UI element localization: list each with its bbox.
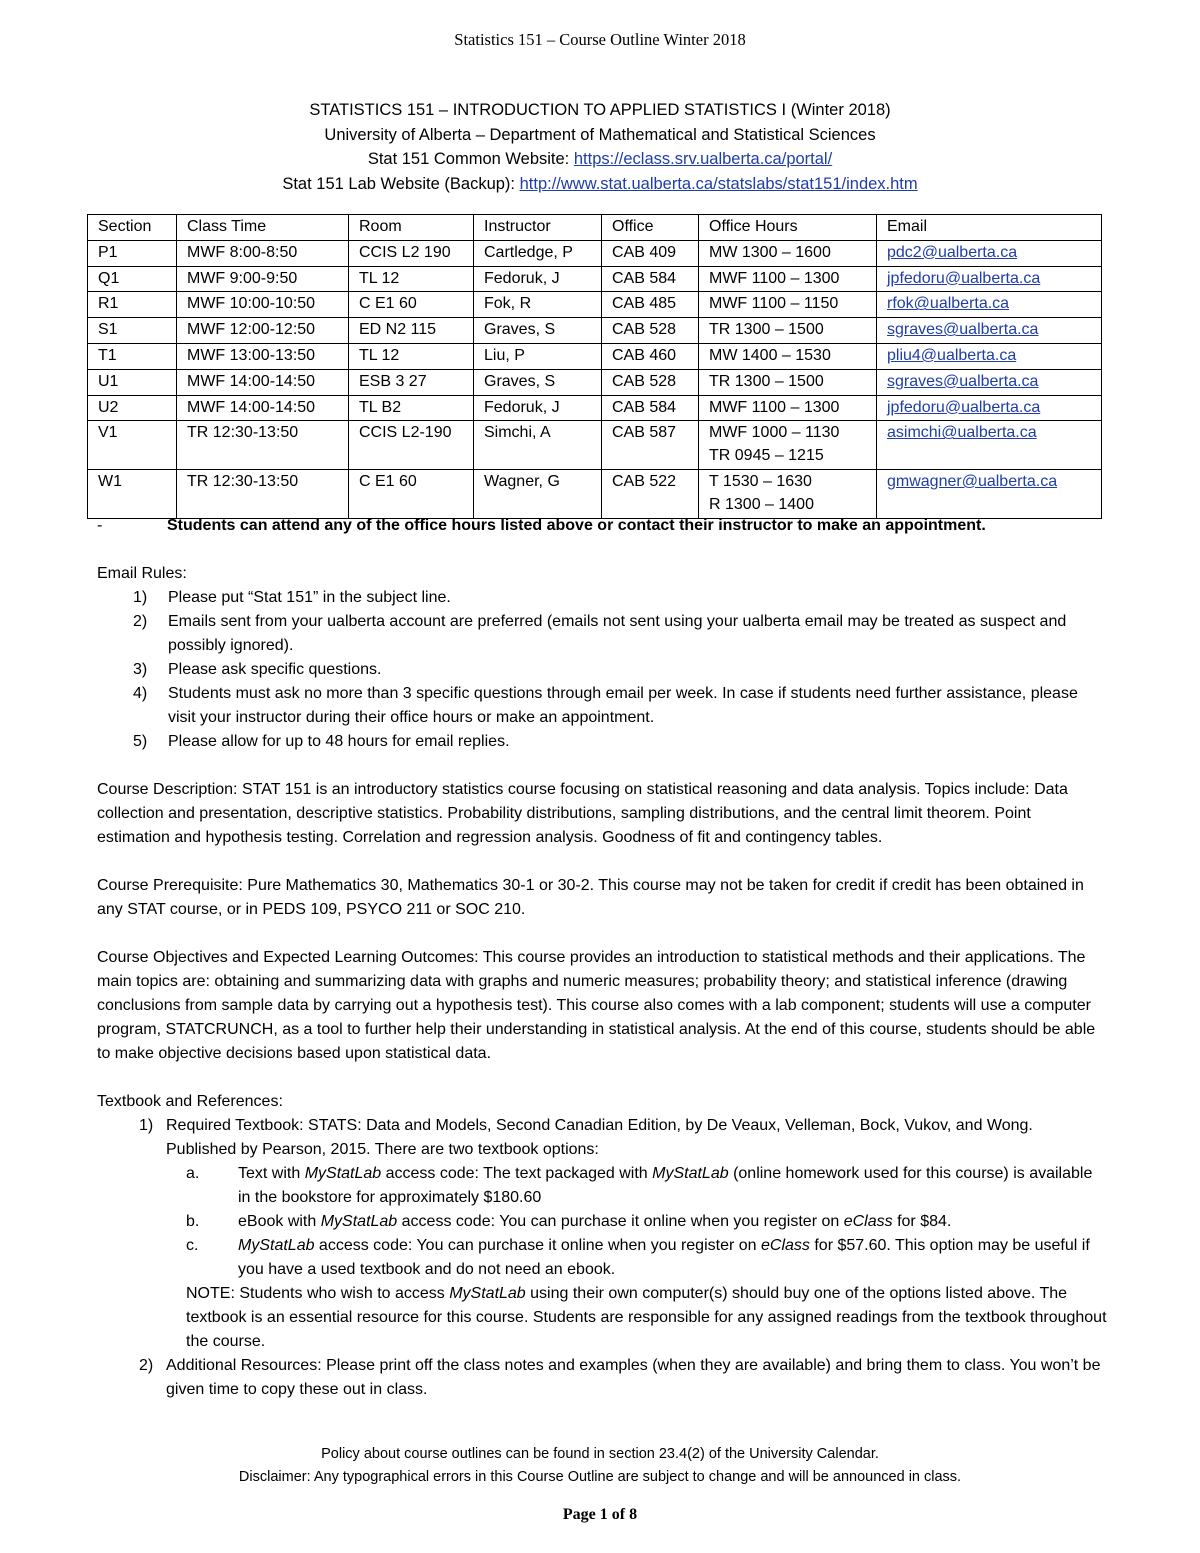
column-header: Room (349, 215, 474, 241)
office-hours-cell (699, 469, 877, 518)
textbook-note: NOTE: Students who wish to access MyStatLab using their own computer(s) should buy one of the options listed above. The textbook is an essential resource for this course. Students are responsible for any assigned readings from the textbook throughout the course. (186, 1285, 1107, 1350)
instructor-cell: Graves, S (474, 369, 602, 395)
section-cell: W1 (88, 469, 177, 518)
course-objectives: Course Objectives and Expected Learning Outcomes: This course provides an introduction to statistical methods and their applications. The main topics are: obtaining and summarizing data with graphs and numeric measures; probability theory; and statistical inference (drawing conclusions from sample data by carrying out a hypothesis test). This course also comes with a lab component; students will use a computer program, STATCRUNCH, as a tool to further help their understanding in statistical analysis. At the end of this course, students should be able to make objective decisions based upon statistical data. (97, 949, 1096, 1062)
office-cell: CAB 528 (602, 369, 699, 395)
table-row (88, 266, 1102, 292)
email-cell (877, 240, 1102, 266)
email-cell (877, 266, 1102, 292)
lab-website-line (0, 172, 1200, 197)
office-hours-entry: MW 1300 – 1600 (709, 243, 831, 261)
instructor-email-link[interactable]: jpfedoru@ualberta.ca (887, 398, 1041, 416)
email-rule-item (97, 658, 1107, 682)
instructor-cell: Graves, S (474, 318, 602, 344)
email-rule-text: Emails sent from your ualberta account are preferred (emails not sent using your ualberta email may be treated as suspect and possibly ignored). (168, 613, 1067, 654)
section-cell: Q1 (88, 266, 177, 292)
instructor-email-link[interactable]: rfok@ualberta.ca (887, 295, 1010, 313)
table-row (88, 421, 1102, 470)
policy-note: Policy about course outlines can be found in section 23.4(2) of the University Calendar. (321, 1446, 879, 1462)
additional-resources-text: Additional Resources: Please print off the class notes and examples (when they are available) and bring them to class. You won’t be given time to copy these out in class. (166, 1357, 1101, 1398)
instructor-email-link[interactable]: sgraves@ualberta.ca (887, 321, 1039, 339)
office-hours-entry: MWF 1100 – 1150 (709, 295, 839, 313)
running-header: Statistics 151 – Course Outline Winter 2018 (454, 30, 746, 49)
class-time-cell: MWF 12:00-12:50 (177, 318, 349, 344)
column-header: Class Time (177, 215, 349, 241)
table-row (88, 369, 1102, 395)
instructor-cell: Wagner, G (474, 469, 602, 518)
room-cell: TL 12 (349, 343, 474, 369)
office-hours-cell (699, 240, 877, 266)
office-hours-cell (699, 266, 877, 292)
room-cell: TL B2 (349, 395, 474, 421)
textbook-option-b: b. eBook with MyStatLab access code: You can purchase it online when you register on eClass for $84. (186, 1213, 952, 1230)
room-cell: CCIS L2 190 (349, 240, 474, 266)
instructor-cell: Fedoruk, J (474, 266, 602, 292)
instructor-cell: Fok, R (474, 292, 602, 318)
office-hours-entry: TR 1300 – 1500 (709, 321, 824, 339)
textbook-option-c: c. MyStatLab access code: You can purchase it online when you register on eClass for $57.60. This option may be useful if you have a used textbook and do not need an ebook. (186, 1237, 1090, 1278)
email-rules-list (97, 586, 1107, 754)
outline-body (97, 514, 1107, 1402)
instructor-email-link[interactable]: pliu4@ualberta.ca (887, 346, 1017, 364)
instructor-cell: Simchi, A (474, 421, 602, 470)
email-rule-item (97, 586, 1107, 610)
required-textbook-text: Required Textbook: STATS: Data and Models, Second Canadian Edition, by De Veaux, Velleman, Bock, Vukov, and Wong. Published by Pearson, 2015. There are two textbook options: (166, 1117, 1033, 1158)
title-block (0, 98, 1200, 196)
column-header: Section (88, 215, 177, 241)
column-header: Office Hours (699, 215, 877, 241)
office-cell: CAB 584 (602, 266, 699, 292)
room-cell: C E1 60 (349, 469, 474, 518)
office-cell: CAB 485 (602, 292, 699, 318)
additional-resources-item: 2) Additional Resources: Please print off the class notes and examples (when they are available) and bring them to class. You won’t be given time to copy these out in class. (139, 1357, 1101, 1398)
instructor-email-link[interactable]: jpfedoru@ualberta.ca (887, 269, 1041, 287)
column-header: Email (877, 215, 1102, 241)
textbook-options-list (166, 1162, 1107, 1282)
table-row (88, 343, 1102, 369)
instructor-cell: Liu, P (474, 343, 602, 369)
class-time-cell: MWF 13:00-13:50 (177, 343, 349, 369)
email-cell (877, 469, 1102, 518)
section-schedule-table (87, 214, 1102, 519)
course-description: Course Description: STAT 151 is an introductory statistics course focusing on statistical reasoning and data analysis. Topics include: Data collection and presentation, descriptive statistics. Probability distributions, sampling distributions, and the central limit theorem. Point estimation and hypothesis testing. Correlation and regression analysis. Goodness of fit and contingency tables. (97, 781, 1068, 846)
office-cell: CAB 409 (602, 240, 699, 266)
table-row (88, 318, 1102, 344)
lab-website-link[interactable]: http://www.stat.ualberta.ca/statslabs/stat151/index.htm (519, 174, 918, 193)
office-hours-cell (699, 369, 877, 395)
room-cell: CCIS L2-190 (349, 421, 474, 470)
office-cell: CAB 522 (602, 469, 699, 518)
required-textbook-item: 1) Required Textbook: STATS: Data and Models, Second Canadian Edition, by De Veaux, Velleman, Bock, Vukov, and Wong. Published by Pearson, 2015. There are two textbook options: a. Text with MyStatLab access code: The text packaged with MyStatLab (online homework used for this course) is available in the bookstore for approximately $180.60 b. eBook with MyStatLab access code: You can purchase it online when you register on eClass for $84. c. MyStatLab access code: You can purchase it online when you register on eClass for $57.60. This option may be useful if you have a used textbook and do not need an ebook. NOTE: Students who wish to access MyStatLab using their own computer(s) should buy one of the options listed above. The textbook is an essential resource for this course. Students are responsible for any assigned readings from the textbook throughout the course. (97, 1114, 1107, 1354)
office-cell: CAB 460 (602, 343, 699, 369)
email-cell (877, 421, 1102, 470)
class-time-cell: MWF 14:00-14:50 (177, 369, 349, 395)
section-cell: S1 (88, 318, 177, 344)
office-hours-cell (699, 421, 877, 470)
instructor-email-link[interactable]: asimchi@ualberta.ca (887, 424, 1037, 442)
common-website-link[interactable]: https://eclass.srv.ualberta.ca/portal/ (573, 150, 833, 168)
table-row (88, 469, 1102, 518)
office-hours-cell (699, 318, 877, 344)
course-title: STATISTICS 151 – INTRODUCTION TO APPLIED STATISTICS I (Winter 2018) (309, 101, 891, 119)
instructor-cell: Fedoruk, J (474, 395, 602, 421)
lab-website-label: Stat 151 Lab Website (Backup): (282, 174, 520, 193)
section-cell: U2 (88, 395, 177, 421)
room-cell: TL 12 (349, 266, 474, 292)
table-header-row (88, 215, 1102, 241)
instructor-email-link[interactable]: pdc2@ualberta.ca (887, 243, 1018, 261)
email-cell (877, 343, 1102, 369)
email-cell (877, 395, 1102, 421)
room-cell: ED N2 115 (349, 318, 474, 344)
office-hours-entry: MWF 1000 – 1130 (709, 424, 840, 442)
office-hours-entry: MWF 1100 – 1300 (709, 269, 840, 287)
office-hours-cell (699, 292, 877, 318)
office-hours-entry: T 1530 – 1630 (709, 472, 812, 490)
office-hours-note: - Students can attend any of the office hours listed above or contact their instructor to make an appointment. (97, 517, 986, 534)
email-rule-item (97, 730, 1107, 754)
email-cell (877, 292, 1102, 318)
class-time-cell: MWF 14:00-14:50 (177, 395, 349, 421)
office-hours-entry: TR 1300 – 1500 (709, 372, 824, 390)
class-time-cell: MWF 9:00-9:50 (177, 266, 349, 292)
email-cell (877, 369, 1102, 395)
email-rule-text: Please ask specific questions. (168, 661, 382, 678)
class-time-cell: TR 12:30-13:50 (177, 421, 349, 470)
email-rule-item (97, 610, 1107, 658)
page-number: Page 1 of 8 (562, 1506, 638, 1523)
footer-notes (0, 1443, 1200, 1489)
office-cell: CAB 584 (602, 395, 699, 421)
email-rule-text: Students must ask no more than 3 specific questions through email per week. In case if students need further assistance, please visit your instructor during their office hours or make an appointment. (168, 685, 1078, 726)
email-cell (877, 318, 1102, 344)
office-hours-entry: MWF 1100 – 1300 (709, 398, 840, 416)
office-hours-entry: TR 0945 – 1215 (709, 447, 824, 465)
email-rule-text: Please put “Stat 151” in the subject line. (168, 589, 451, 606)
office-hours-cell (699, 395, 877, 421)
textbook-option-a: a. Text with MyStatLab access code: The text packaged with MyStatLab (online homework used for this course) is available in the bookstore for approximately $180.60 (186, 1165, 1093, 1206)
table-row (88, 395, 1102, 421)
email-rule-text: Please allow for up to 48 hours for email replies. (168, 733, 510, 750)
list-marker: 1) (133, 589, 148, 606)
table-row (88, 292, 1102, 318)
instructor-email-link[interactable]: gmwagner@ualberta.ca (887, 472, 1058, 490)
section-cell: R1 (88, 292, 177, 318)
common-website-line (0, 147, 1200, 172)
class-time-cell: MWF 8:00-8:50 (177, 240, 349, 266)
list-marker: 4) (133, 685, 148, 702)
section-cell: V1 (88, 421, 177, 470)
room-cell: C E1 60 (349, 292, 474, 318)
email-rule-item (97, 682, 1107, 730)
instructor-cell: Cartledge, P (474, 240, 602, 266)
class-time-cell: TR 12:30-13:50 (177, 469, 349, 518)
section-cell: P1 (88, 240, 177, 266)
department-line: University of Alberta – Department of Mathematical and Statistical Sciences (324, 125, 876, 144)
disclaimer-note: Disclaimer: Any typographical errors in this Course Outline are subject to change and will be announced in class. (238, 1469, 962, 1485)
office-cell: CAB 528 (602, 318, 699, 344)
list-marker: 5) (133, 733, 148, 750)
section-cell: T1 (88, 343, 177, 369)
list-marker: 3) (133, 661, 148, 678)
table-row (88, 240, 1102, 266)
column-header: Office (602, 215, 699, 241)
list-marker: 2) (133, 613, 148, 630)
instructor-email-link[interactable]: sgraves@ualberta.ca (887, 372, 1039, 390)
office-cell: CAB 587 (602, 421, 699, 470)
section-cell: U1 (88, 369, 177, 395)
room-cell: ESB 3 27 (349, 369, 474, 395)
common-website-label: Stat 151 Common Website: (367, 150, 574, 168)
textbook-heading: Textbook and References: (97, 1093, 283, 1110)
office-hours-cell (699, 343, 877, 369)
textbook-list (97, 1114, 1107, 1402)
office-hours-entry: R 1300 – 1400 (709, 495, 814, 513)
class-time-cell: MWF 10:00-10:50 (177, 292, 349, 318)
course-prerequisite: Course Prerequisite: Pure Mathematics 30, Mathematics 30-1 or 30-2. This course may not be taken for credit if credit has been obtained in any STAT course, or in PEDS 109, PSYCO 211 or SOC 210. (97, 877, 1084, 918)
table-body (88, 240, 1102, 518)
office-hours-entry: MW 1400 – 1530 (709, 346, 831, 364)
column-header: Instructor (474, 215, 602, 241)
email-rules-heading: Email Rules: (97, 565, 187, 582)
